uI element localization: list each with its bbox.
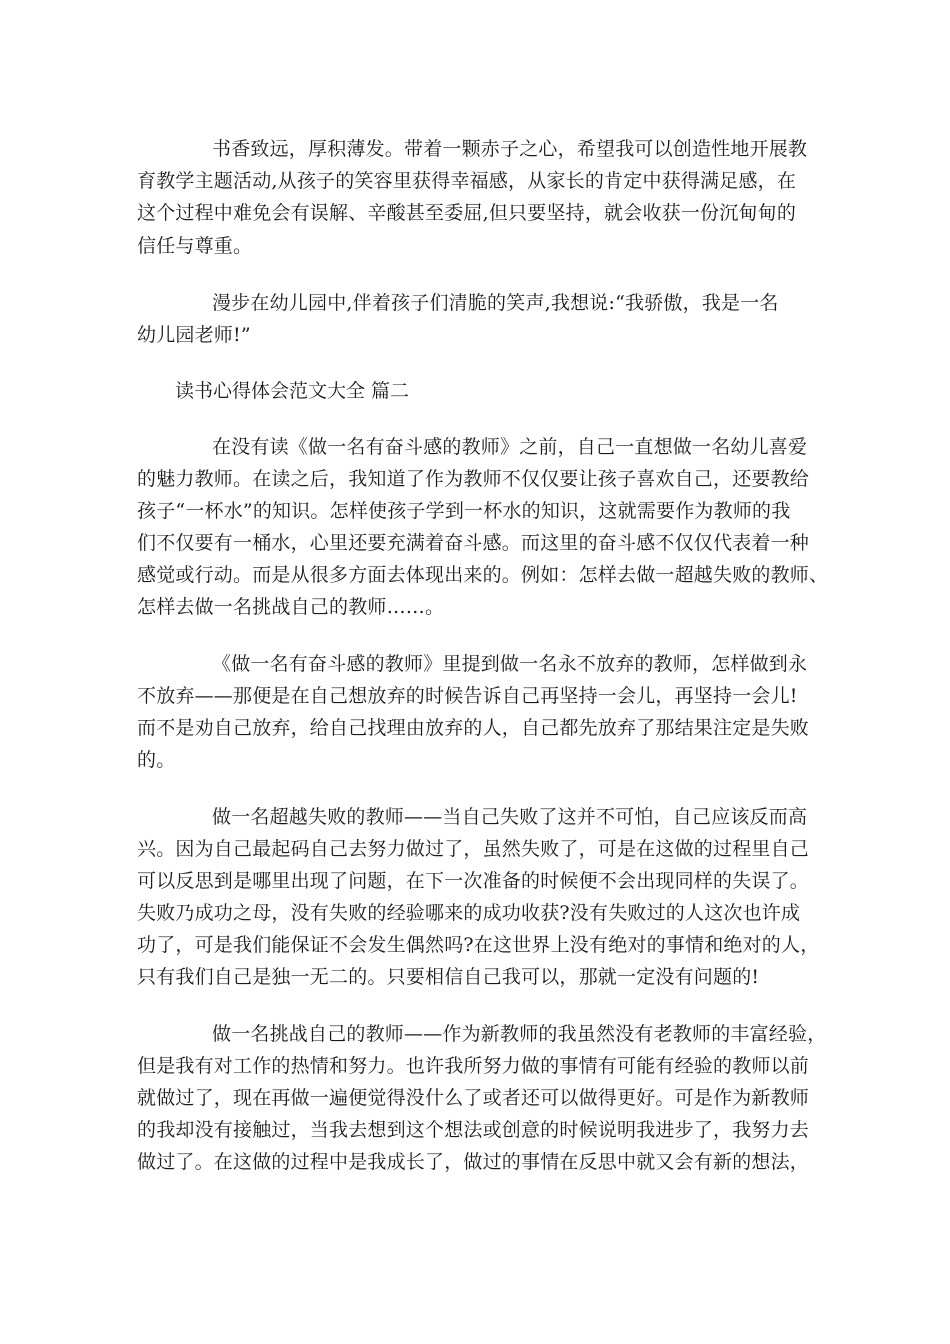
text-line: 的。 [137, 749, 176, 771]
text-line: 在没有读《做一名有奋斗感的教师》之前，自己一直想做一名幼儿喜爱 [212, 436, 808, 458]
text-line: 但是我有对工作的热情和努力。也许我所努力做的事情有可能有经验的教师以前 [137, 1055, 810, 1077]
text-line: 做一名挑战自己的教师——作为新教师的我虽然没有老教师的丰富经验， [212, 1023, 827, 1045]
section-heading: 读书心得体会范文大全 篇二 [175, 380, 410, 402]
text-line: 只有我们自己是独一无二的。只要相信自己我可以，那就一定没有问题的! [137, 966, 760, 988]
text-line: 育教学主题活动,从孩子的笑容里获得幸福感，从家长的肯定中获得满足感，在 [137, 170, 797, 192]
text-line: 的我却没有接触过，当我去想到这个想法或创意的时候说明我进步了，我努力去 [137, 1119, 810, 1141]
text-line: 可以反思到是哪里出现了问题，在下一次准备的时候便不会出现同样的失误了。 [137, 870, 810, 892]
text-line: 孩子“一杯水”的知识。怎样使孩子学到一杯水的知识，这就需要作为教师的我 [137, 500, 791, 522]
text-line: 这个过程中难免会有误解、辛酸甚至委屈,但只要坚持，就会收获一份沉甸甸的 [137, 202, 797, 224]
text-line: 兴。因为自己最起码自己去努力做过了，虽然失败了，可是在这做的过程里自己 [137, 838, 810, 860]
text-line: 做一名超越失败的教师——当自己失败了这并不可怕，自己应该反而高 [212, 806, 808, 828]
text-line: 们不仅要有一桶水，心里还要充满着奋斗感。而这里的奋斗感不仅仅代表着一种 [137, 532, 810, 554]
text-line: 而不是劝自己放弃，给自己找理由放弃的人，自己都先放弃了那结果注定是失败 [137, 717, 810, 739]
text-line: 《做一名有奋斗感的教师》里提到做一名永不放弃的教师，怎样做到永 [212, 653, 808, 675]
text-line: 怎样去做一名挑战自己的教师……。 [137, 596, 445, 618]
text-line: 不放弃——那便是在自己想放弃的时候告诉自己再坚持一会儿，再坚持一会儿! [137, 685, 798, 707]
text-line: 就做过了，现在再做一遍便觉得没什么了或者还可以做得更好。可是作为新教师 [137, 1087, 810, 1109]
text-line: 书香致远，厚积薄发。带着一颗赤子之心，希望我可以创造性地开展教 [212, 138, 808, 160]
text-line: 功了，可是我们能保证不会发生偶然吗?在这世界上没有绝对的事情和绝对的人， [137, 934, 820, 956]
text-line: 的魅力教师。在读之后，我知道了作为教师不仅仅要让孩子喜欢自己，还要教给 [137, 468, 810, 490]
text-line: 漫步在幼儿园中,伴着孩子们清脆的笑声,我想说:“我骄傲，我是一名 [212, 292, 779, 314]
text-line: 感觉或行动。而是从很多方面去体现出来的。例如：怎样去做一超越失败的教师、 [137, 564, 829, 586]
text-line: 信任与尊重。 [137, 235, 253, 257]
text-line: 幼儿园老师!” [137, 324, 251, 346]
text-line: 失败乃成功之母，没有失败的经验哪来的成功收获?没有失败过的人这次也许成 [137, 902, 801, 924]
text-line: 做过了。在这做的过程中是我成长了，做过的事情在反思中就又会有新的想法， [137, 1151, 810, 1173]
